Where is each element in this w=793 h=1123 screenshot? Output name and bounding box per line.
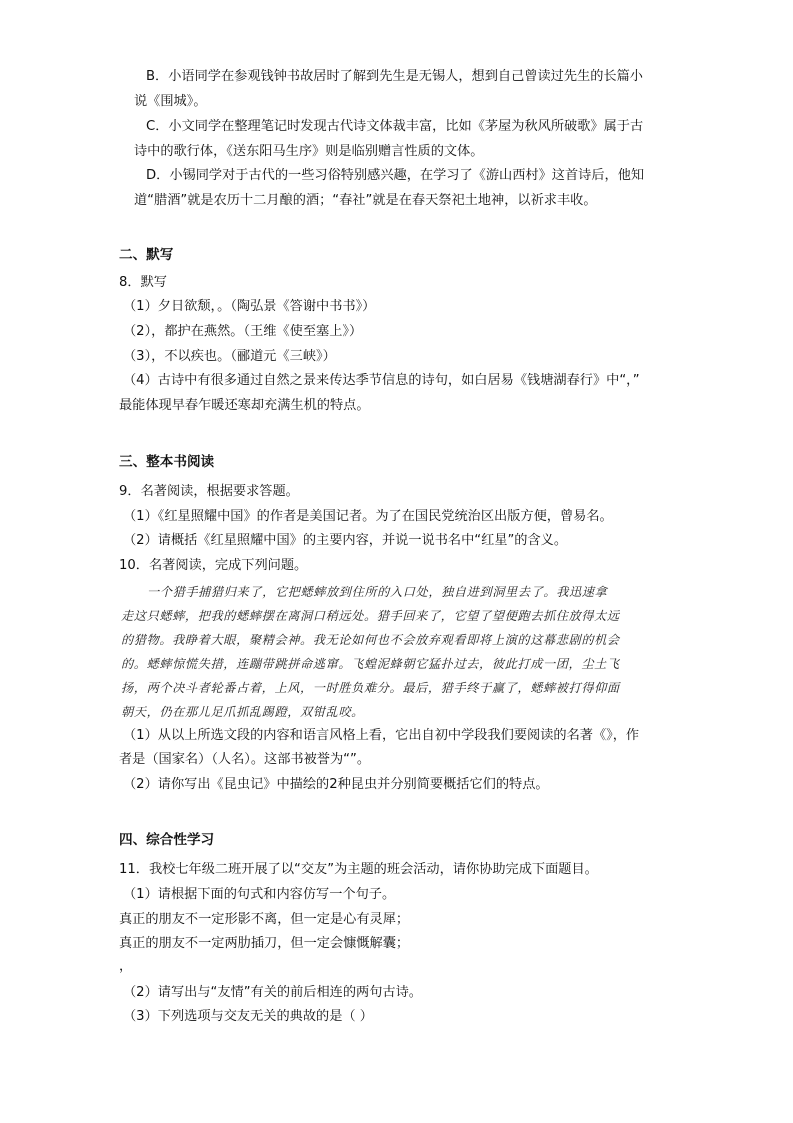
question-10-item-1-line1: （1）从以上所选文段的内容和语言风格上看，它出自初中学段我们要阅读的名著《》，作	[123, 728, 640, 743]
option-c-line1: C．小文同学在整理笔记时发现古代诗文体裁丰富，比如《茅屋为秋风所破歌》属于古	[146, 119, 644, 134]
question-8-item-4-line2: 最能体现早春乍暖还寒却充满生机的特点。	[119, 398, 370, 413]
option-c-line2: 诗中的歌行体，《送东阳马生序》则是临别赠言性质的文体。	[134, 144, 484, 159]
question-9-item-2: （2）请概括《红星照耀中国》的主要内容，并说一说书名中“红星”的含义。	[123, 533, 568, 548]
section-heading-whole-book: 三、整本书阅读	[119, 454, 215, 470]
question-11-title: 11．我校七年级二班开展了以“交友”为主题的班会活动，请你协助完成下面题目。	[119, 862, 598, 877]
question-10-item-1-line2: 者是（国家名）（人名）。这部书被誉为“”。	[119, 752, 371, 767]
question-8-item-2: （2），都护在燕然。（王维《使至塞上》）	[123, 324, 363, 339]
question-9-item-1: （1）《红星照耀中国》的作者是美国记者。为了在国民党统治区出版方便，曾易名。	[123, 509, 613, 524]
example-sentence-1: 真正的朋友不一定形影不离，但一定是心有灵犀；	[119, 912, 410, 927]
answer-blank: ，	[119, 959, 133, 974]
question-10-title: 10．名著阅读，完成下列问题。	[119, 558, 308, 573]
option-b-line1: B．小语同学在参观钱钟书故居时了解到先生是无锡人，想到自己曾读过先生的长篇小	[146, 69, 643, 84]
example-sentence-2: 真正的朋友不一定两肋插刀，但一定会慷慨解囊；	[119, 936, 410, 951]
question-11-item-1: （1）请根据下面的句式和内容仿写一个句子。	[123, 887, 396, 902]
question-10-item-2: （2）请你写出《昆虫记》中描绘的2种昆虫并分别简要概括它们的特点。	[123, 777, 549, 792]
passage-line: 扬，两个决斗者轮番占着，上风，一时胜负难分。最后，猎手终于赢了，蟋蟀被打得仰面	[121, 681, 620, 695]
passage-line: 朝天，仍在那儿足爪抓乱踢蹬，双钳乱咬。	[121, 705, 364, 719]
question-11-item-2: （2）请写出与“友情”有关的前后相连的两句古诗。	[123, 985, 422, 1000]
question-8-title: 8．默写	[119, 275, 167, 290]
passage-line: 的猎物。我睁着大眼，聚精会神。我无论如何也不会放弃观看即将上演的这幕悲剧的机会	[121, 633, 620, 647]
question-8-item-3: （3），不以疾也。（郦道元《三峡》）	[123, 349, 336, 364]
question-8-item-4-line1: （4）古诗中有很多通过自然之景来传达季节信息的诗句，如白居易《钱塘湖春行》中“，”	[123, 373, 640, 388]
passage-line: 走这只蟋蟀，把我的蟋蟀摆在离洞口稍远处。猎手回来了，它望了望便跑去抓住放得太远	[121, 609, 620, 623]
option-d-line1: D．小锡同学对于古代的一些习俗特别感兴趣，在学习了《游山西村》这首诗后，他知	[146, 168, 645, 183]
section-heading-comprehensive: 四、综合性学习	[119, 832, 215, 848]
option-d-line2: 道“腊酒”就是农历十二月酿的酒；“春社”就是在春天祭祀土地神，以祈求丰收。	[134, 193, 597, 208]
question-8-item-1: （1）夕日欲颓，。（陶弘景《答谢中书书》）	[123, 299, 376, 314]
passage-line: 的。蟋蟀惊慌失措，连蹦带跳拼命逃窜。飞蝗泥蜂朝它猛扑过去，彼此打成一团，尘土飞	[121, 657, 620, 671]
passage-line: 一个猎手捕猎归来了，它把蟋蟀放到住所的入口处，独自进到洞里去了。我迅速拿	[147, 585, 608, 599]
question-11-item-3: （3）下列选项与交友无关的典故的是（ ）	[123, 1009, 373, 1024]
option-b-line2: 说《围城》。	[134, 94, 207, 109]
question-9-title: 9．名著阅读，根据要求答题。	[119, 484, 299, 499]
section-heading-dictation: 二、默写	[119, 247, 174, 263]
